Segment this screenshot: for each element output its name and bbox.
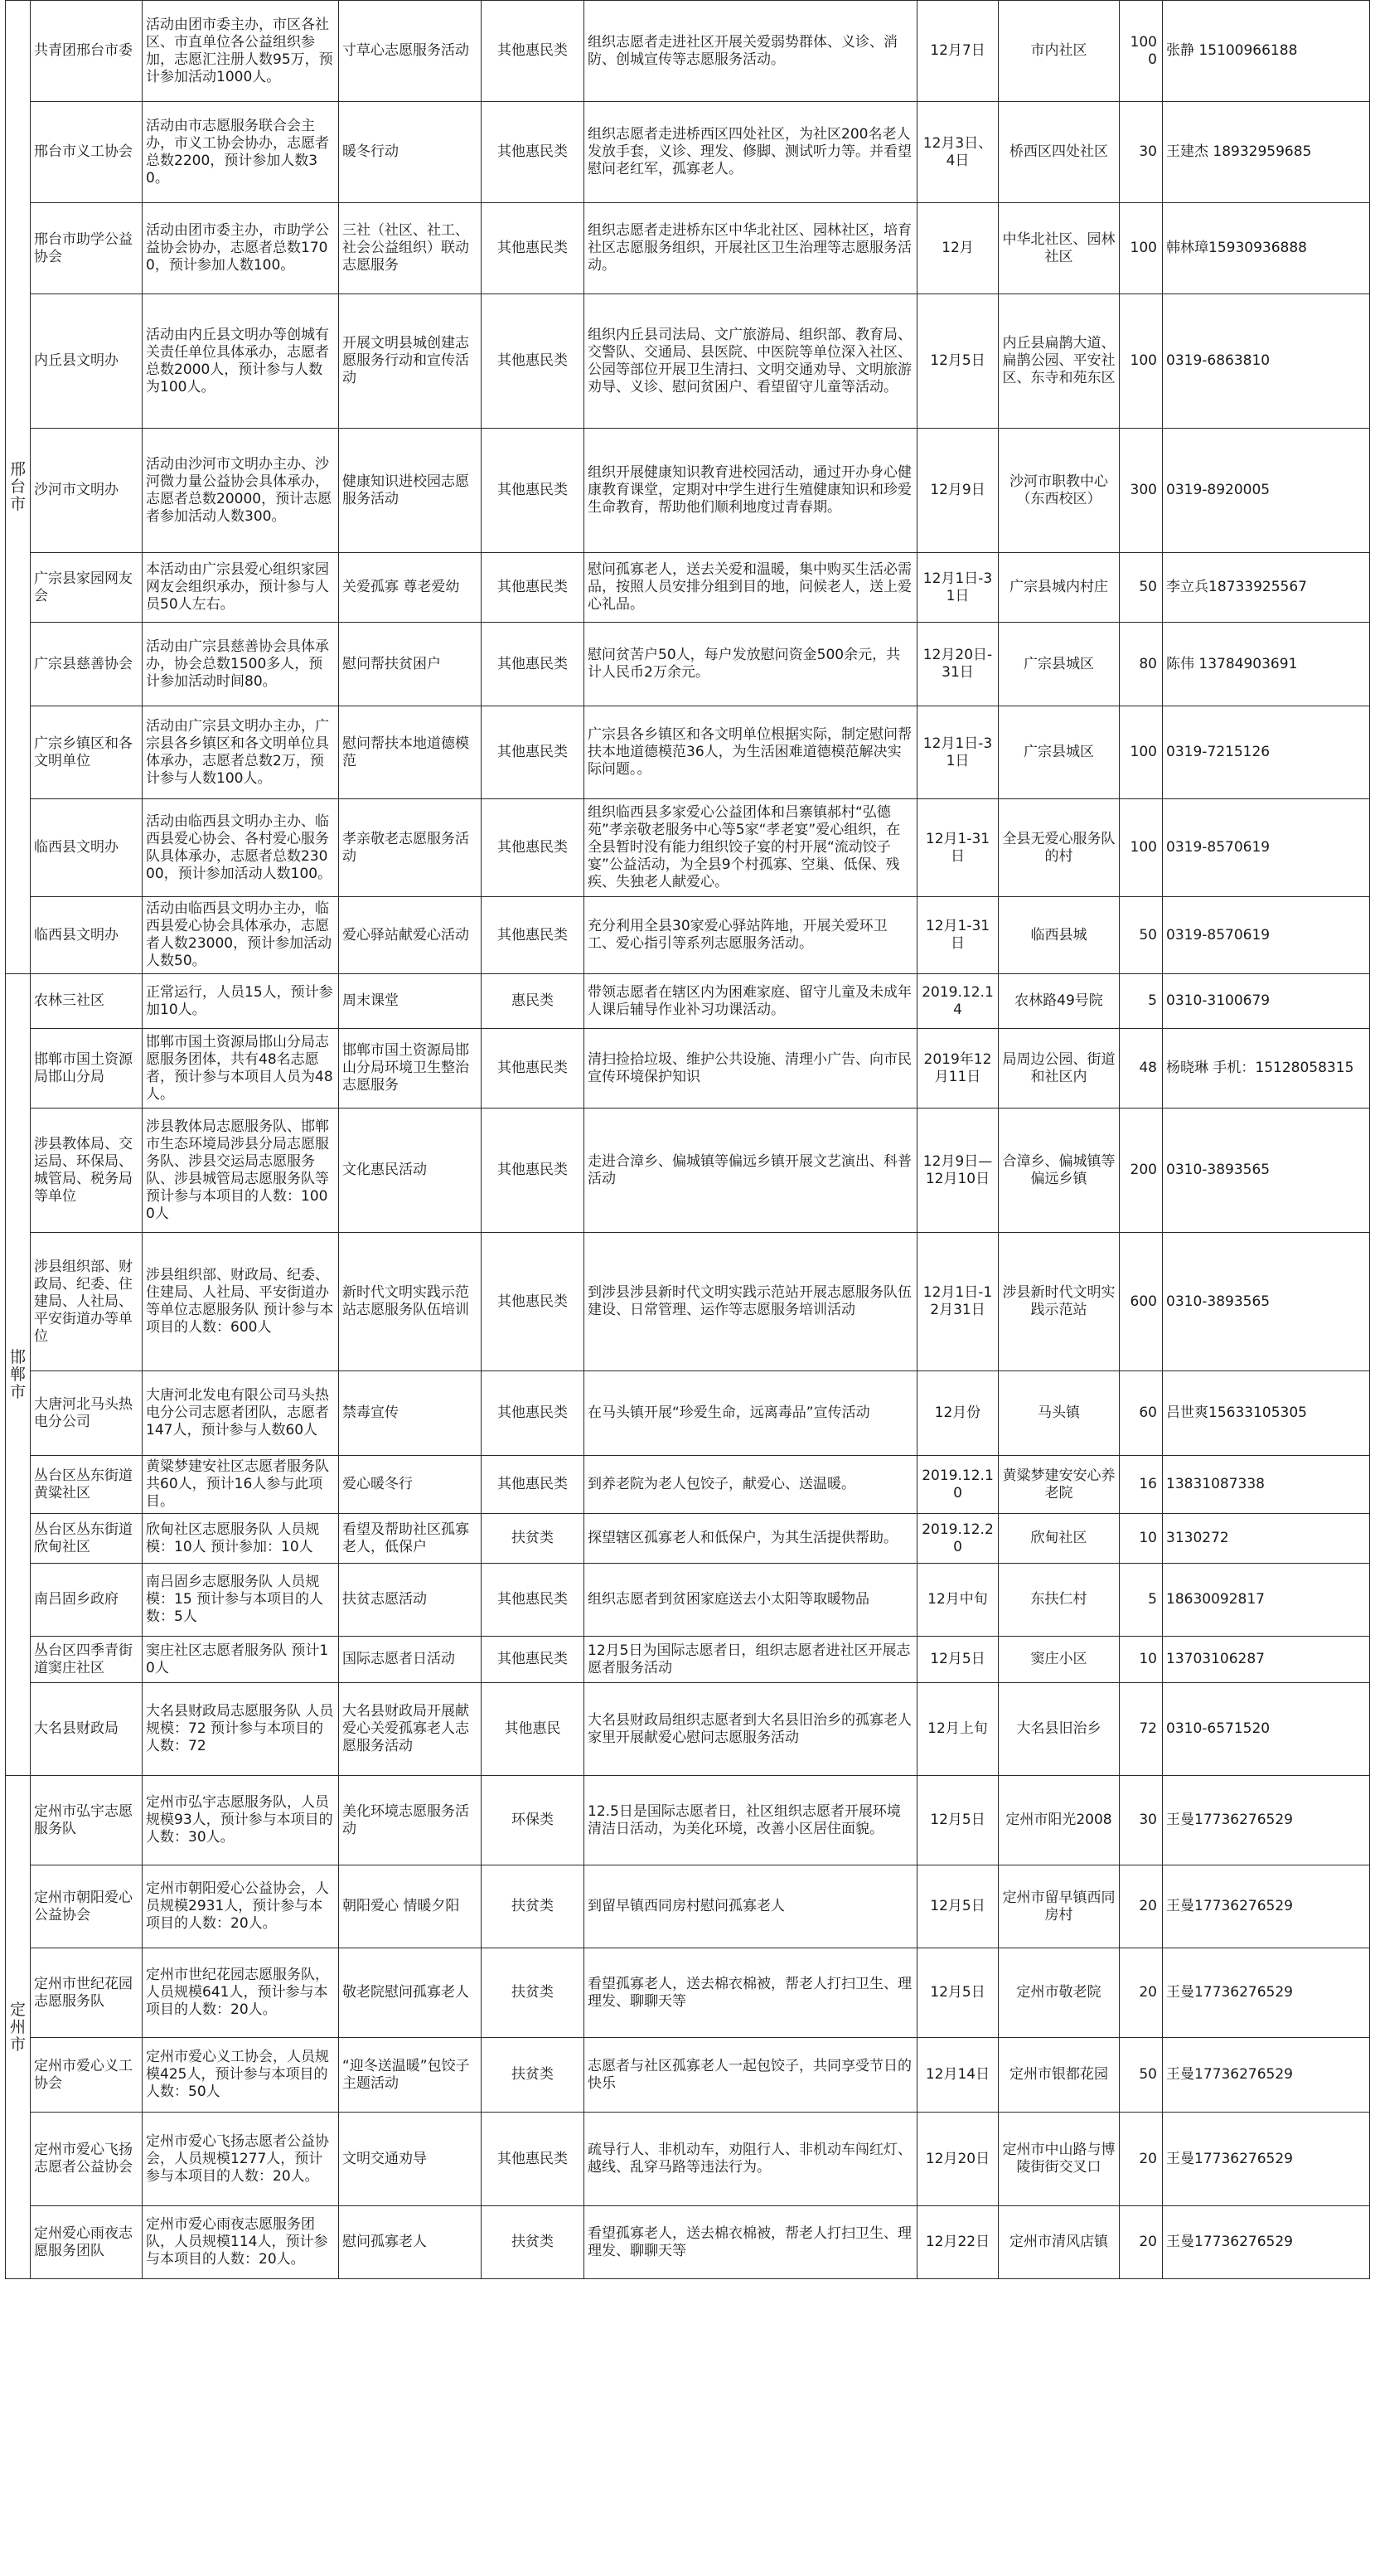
place-cell: 定州市敬老院 (999, 1948, 1120, 2038)
count-cell: 50 (1120, 897, 1163, 974)
org-cell: 定州市朝阳爱心公益协会 (31, 1865, 143, 1948)
org-cell: 大唐河北马头热电分公司 (31, 1371, 143, 1456)
date-cell: 12月5日 (917, 1865, 999, 1948)
content-cell: 组织志愿者走进社区开展关爱弱势群体、义诊、消防、创城宣传等志愿服务活动。 (584, 1, 917, 102)
city-cell: 邢台市 (6, 1, 31, 974)
category-cell: 其他惠民类 (482, 1233, 584, 1371)
activity-cell: 健康知识进校园志愿服务活动 (339, 429, 482, 553)
table-row (6, 1564, 1370, 1637)
contact-cell: 王曼17736276529 (1163, 1948, 1370, 2038)
activity-cell: 邯郸市国土资源局邯山分局环境卫生整治志愿服务 (339, 1029, 482, 1109)
date-cell: 12月份 (917, 1371, 999, 1456)
count-cell: 100 (1120, 294, 1163, 429)
place-cell: 局周边公园、街道和社区内 (999, 1029, 1120, 1109)
activity-cell: 慰问帮扶贫困户 (339, 623, 482, 706)
contact-cell: 王曼17736276529 (1163, 2038, 1370, 2113)
category-cell: 惠民类 (482, 974, 584, 1029)
content-cell: 到养老院为老人包饺子，献爱心、送温暖。 (584, 1456, 917, 1514)
place-cell: 定州市留早镇西同房村 (999, 1865, 1120, 1948)
content-cell: 12.5日是国际志愿者日，社区组织志愿者开展环境清洁日活动，为美化环境，改善小区居住面貌。 (584, 1776, 917, 1865)
org-cell: 定州市爱心飞扬志愿者公益协会 (31, 2113, 143, 2206)
content-cell: 看望孤寡老人，送去棉衣棉被，帮老人打扫卫生、理理发、聊聊天等 (584, 2206, 917, 2279)
date-cell: 12月中旬 (917, 1564, 999, 1637)
count-cell: 60 (1120, 1371, 1163, 1456)
table-row (6, 706, 1370, 799)
place-cell: 农林路49号院 (999, 974, 1120, 1029)
org-cell: 临西县文明办 (31, 897, 143, 974)
place-cell: 定州市清风店镇 (999, 2206, 1120, 2279)
contact-cell: 3130272 (1163, 1514, 1370, 1564)
contact-cell: 张静 15100966188 (1163, 1, 1370, 102)
activity-cell: 朝阳爱心 情暖夕阳 (339, 1865, 482, 1948)
content-cell: 到留早镇西同房村慰问孤寡老人 (584, 1865, 917, 1948)
table-row (6, 1233, 1370, 1371)
date-cell: 12月5日 (917, 1948, 999, 2038)
table-row (6, 553, 1370, 623)
table-row (6, 1456, 1370, 1514)
date-cell: 12月1-31日 (917, 799, 999, 897)
content-cell: 广宗县各乡镇区和各文明单位根据实际，制定慰问帮扶本地道德模范36人，为生活困难道德模范解决实际问题。。 (584, 706, 917, 799)
date-cell: 12月1日-12月31日 (917, 1233, 999, 1371)
date-cell: 12月1-31日 (917, 897, 999, 974)
count-cell: 30 (1120, 102, 1163, 203)
table-row (6, 623, 1370, 706)
date-cell: 2019年12月11日 (917, 1029, 999, 1109)
contact-cell: 杨晓琳 手机：15128058315 (1163, 1029, 1370, 1109)
category-cell: 其他惠民类 (482, 799, 584, 897)
date-cell: 12月上旬 (917, 1683, 999, 1776)
place-cell: 马头镇 (999, 1371, 1120, 1456)
desc-cell: 欣甸社区志愿服务队 人员规模：10人 预计参加：10人 (143, 1514, 339, 1564)
count-cell: 48 (1120, 1029, 1163, 1109)
content-cell: 走进合漳乡、偏城镇等偏远乡镇开展文艺演出、科普活动 (584, 1109, 917, 1233)
activity-cell: 禁毒宣传 (339, 1371, 482, 1456)
category-cell: 其他惠民类 (482, 1637, 584, 1683)
date-cell: 12月5日 (917, 294, 999, 429)
org-cell: 南吕固乡政府 (31, 1564, 143, 1637)
table-row (6, 897, 1370, 974)
desc-cell: 窦庄社区志愿者服务队 预计10人 (143, 1637, 339, 1683)
table-row (6, 1514, 1370, 1564)
place-cell: 窦庄小区 (999, 1637, 1120, 1683)
table-row (6, 1, 1370, 102)
contact-cell: 13831087338 (1163, 1456, 1370, 1514)
place-cell: 黄粱梦建安安心养老院 (999, 1456, 1120, 1514)
contact-cell: 王曼17736276529 (1163, 2206, 1370, 2279)
content-cell: 志愿者与社区孤寡老人一起包饺子，共同享受节日的快乐 (584, 2038, 917, 2113)
place-cell: 东扶仁村 (999, 1564, 1120, 1637)
contact-cell: 王曼17736276529 (1163, 2113, 1370, 2206)
count-cell: 1000 (1120, 1, 1163, 102)
date-cell: 12月9日—12月10日 (917, 1109, 999, 1233)
contact-cell: 0319-8570619 (1163, 799, 1370, 897)
table-row (6, 1948, 1370, 2038)
place-cell: 大名县旧治乡 (999, 1683, 1120, 1776)
table-row (6, 1109, 1370, 1233)
content-cell: 带领志愿者在辖区内为困难家庭、留守儿童及未成年人课后辅导作业补习功课活动。 (584, 974, 917, 1029)
desc-cell: 活动由沙河市文明办主办、沙河微力量公益协会具体承办，志愿者总数20000，预计志愿者参加活动人数300。 (143, 429, 339, 553)
contact-cell: 王曼17736276529 (1163, 1776, 1370, 1865)
date-cell: 12月5日 (917, 1776, 999, 1865)
desc-cell: 定州市朝阳爱心公益协会，人员规模2931人，预计参与本项目的人数：20人。 (143, 1865, 339, 1948)
category-cell: 其他惠民类 (482, 623, 584, 706)
content-cell: 在马头镇开展“珍爱生命，远离毒品”宣传活动 (584, 1371, 917, 1456)
content-cell: 慰问孤寡老人，送去关爱和温暖，集中购买生活必需品，按照人员安排分组到目的地，问候老人，送上爱心礼品。 (584, 553, 917, 623)
table-row (6, 102, 1370, 203)
place-cell: 广宗县城区 (999, 623, 1120, 706)
contact-cell: 0310-3893565 (1163, 1233, 1370, 1371)
place-cell: 广宗县城内村庄 (999, 553, 1120, 623)
count-cell: 300 (1120, 429, 1163, 553)
table-row (6, 2206, 1370, 2279)
category-cell: 其他惠民类 (482, 1029, 584, 1109)
content-cell: 组织志愿者到贫困家庭送去小太阳等取暖物品 (584, 1564, 917, 1637)
activity-cell: 暖冬行动 (339, 102, 482, 203)
date-cell: 2019.12.14 (917, 974, 999, 1029)
count-cell: 16 (1120, 1456, 1163, 1514)
activity-cell: 大名县财政局开展献爱心关爱孤寡老人志愿服务活动 (339, 1683, 482, 1776)
table-row (6, 799, 1370, 897)
count-cell: 10 (1120, 1637, 1163, 1683)
count-cell: 100 (1120, 203, 1163, 294)
activity-cell: 美化环境志愿服务活动 (339, 1776, 482, 1865)
desc-cell: 定州市爱心飞扬志愿者公益协会，人员规模1277人，预计参与本项目的人数：20人。 (143, 2113, 339, 2206)
category-cell: 其他惠民类 (482, 706, 584, 799)
activity-cell: 文化惠民活动 (339, 1109, 482, 1233)
content-cell: 组织志愿者走进桥西区四处社区，为社区200名老人发放手套，义诊、理发、修脚、测试听力等。并看望慰问老红军，孤寡老人。 (584, 102, 917, 203)
place-cell: 合漳乡、偏城镇等偏远乡镇 (999, 1109, 1120, 1233)
desc-cell: 黄粱梦建安社区志愿者服务队共60人，预计16人参与此项目。 (143, 1456, 339, 1514)
category-cell: 其他惠民类 (482, 429, 584, 553)
place-cell: 定州市中山路与博陵街街交叉口 (999, 2113, 1120, 2206)
activity-cell: 周末课堂 (339, 974, 482, 1029)
date-cell: 2019.12.10 (917, 1456, 999, 1514)
count-cell: 50 (1120, 2038, 1163, 2113)
activity-cell: 孝亲敬老志愿服务活动 (339, 799, 482, 897)
contact-cell: 吕世爽15633105305 (1163, 1371, 1370, 1456)
place-cell: 桥西区四处社区 (999, 102, 1120, 203)
activity-cell: 慰问孤寡老人 (339, 2206, 482, 2279)
contact-cell: 王建杰 18932959685 (1163, 102, 1370, 203)
date-cell: 12月20日 (917, 2113, 999, 2206)
table-row (6, 1683, 1370, 1776)
category-cell: 其他惠民类 (482, 1371, 584, 1456)
org-cell: 定州市弘宇志愿服务队 (31, 1776, 143, 1865)
desc-cell: 大唐河北发电有限公司马头热电分公司志愿者团队，志愿者147人，预计参与人数60人 (143, 1371, 339, 1456)
activity-cell: 慰问帮扶本地道德模范 (339, 706, 482, 799)
contact-cell: 0310-3893565 (1163, 1109, 1370, 1233)
desc-cell: 活动由内丘县文明办等创城有关责任单位具体承办，志愿者总数2000人，预计参与人数为100人。 (143, 294, 339, 429)
date-cell: 12月14日 (917, 2038, 999, 2113)
activity-cell: 国际志愿者日活动 (339, 1637, 482, 1683)
content-cell: 疏导行人、非机动车，劝阻行人、非机动车闯红灯、越线、乱穿马路等违法行为。 (584, 2113, 917, 2206)
desc-cell: 定州市世纪花园志愿服务队，人员规模641人，预计参与本项目的人数：20人。 (143, 1948, 339, 2038)
org-cell: 广宗乡镇区和各文明单位 (31, 706, 143, 799)
desc-cell: 涉县教体局志愿服务队、邯郸市生态环境局涉县分局志愿服务队、涉县交运局志愿服务队、涉县城管局志愿服务队等 预计参与本项目的人数：1000人 (143, 1109, 339, 1233)
content-cell: 探望辖区孤寡老人和低保户，为其生活提供帮助。 (584, 1514, 917, 1564)
count-cell: 20 (1120, 1948, 1163, 2038)
content-cell: 慰问贫苦户50人，每户发放慰问资金500余元，共计人民币2万余元。 (584, 623, 917, 706)
contact-cell: 韩林璋15930936888 (1163, 203, 1370, 294)
place-cell: 市内社区 (999, 1, 1120, 102)
date-cell: 12月1日-31日 (917, 706, 999, 799)
table-row (6, 1371, 1370, 1456)
count-cell: 600 (1120, 1233, 1163, 1371)
desc-cell: 活动由广宗县文明办主办，广宗县各乡镇区和各文明单位具体承办，志愿者总数2万，预计参与人数100人。 (143, 706, 339, 799)
table-row (6, 1637, 1370, 1683)
contact-cell: 0319-8920005 (1163, 429, 1370, 553)
org-cell: 涉县教体局、交运局、环保局、城管局、税务局等单位 (31, 1109, 143, 1233)
activity-cell: 三社（社区、社工、社会公益组织）联动志愿服务 (339, 203, 482, 294)
date-cell: 12月1日-31日 (917, 553, 999, 623)
table-row (6, 203, 1370, 294)
category-cell: 其他惠民类 (482, 1564, 584, 1637)
desc-cell: 活动由临西县文明办主办，临西县爱心协会具体承办，志愿者人数23000，预计参加活动人数50。 (143, 897, 339, 974)
desc-cell: 大名县财政局志愿服务队 人员规模：72 预计参与本项目的人数：72 (143, 1683, 339, 1776)
content-cell: 到涉县涉县新时代文明实践示范站开展志愿服务队伍建设、日常管理、运作等志愿服务培训活动 (584, 1233, 917, 1371)
category-cell: 其他惠民类 (482, 2113, 584, 2206)
org-cell: 大名县财政局 (31, 1683, 143, 1776)
desc-cell: 活动由市志愿服务联合会主办，市义工协会协办，志愿者总数2200，预计参加人数30。 (143, 102, 339, 203)
category-cell: 环保类 (482, 1776, 584, 1865)
contact-cell: 陈伟 13784903691 (1163, 623, 1370, 706)
org-cell: 广宗县慈善协会 (31, 623, 143, 706)
org-cell: 农林三社区 (31, 974, 143, 1029)
count-cell: 100 (1120, 706, 1163, 799)
activity-cell: 寸草心志愿服务活动 (339, 1, 482, 102)
org-cell: 邯郸市国土资源局邯山分局 (31, 1029, 143, 1109)
contact-cell: 13703106287 (1163, 1637, 1370, 1683)
document-page (5, 0, 1369, 2279)
place-cell: 全县无爱心服务队的村 (999, 799, 1120, 897)
contact-cell: 0319-8570619 (1163, 897, 1370, 974)
table-row (6, 2113, 1370, 2206)
count-cell: 10 (1120, 1514, 1163, 1564)
place-cell: 定州市银都花园 (999, 2038, 1120, 2113)
content-cell: 看望孤寡老人，送去棉衣棉被，帮老人打扫卫生、理理发、聊聊天等 (584, 1948, 917, 2038)
activity-cell: 敬老院慰问孤寡老人 (339, 1948, 482, 2038)
table-row (6, 1776, 1370, 1865)
volunteer-activity-table (5, 0, 1370, 2279)
content-cell: 大名县财政局组织志愿者到大名县旧治乡的孤寡老人家里开展献爱心慰问志愿服务活动 (584, 1683, 917, 1776)
place-cell: 内丘县扁鹊大道、扁鹊公园、平安社区、东寺和苑东区 (999, 294, 1120, 429)
category-cell: 扶贫类 (482, 1514, 584, 1564)
date-cell: 12月7日 (917, 1, 999, 102)
activity-cell: 爱心驿站献爱心活动 (339, 897, 482, 974)
activity-cell: 开展文明县城创建志愿服务行动和宣传活动 (339, 294, 482, 429)
activity-cell: 扶贫志愿活动 (339, 1564, 482, 1637)
table-row (6, 1865, 1370, 1948)
date-cell: 12月 (917, 203, 999, 294)
count-cell: 20 (1120, 2206, 1163, 2279)
desc-cell: 邯郸市国土资源局邯山分局志愿服务团体，共有48名志愿者，预计参与本项目人员为48人。 (143, 1029, 339, 1109)
place-cell: 临西县城 (999, 897, 1120, 974)
table-row (6, 974, 1370, 1029)
place-cell: 定州市阳光2008 (999, 1776, 1120, 1865)
date-cell: 12月5日 (917, 1637, 999, 1683)
desc-cell: 活动由团市委主办，市区各社区、市直单位各公益组织参加，志愿汇注册人数95万，预计参加活动1000人。 (143, 1, 339, 102)
content-cell: 组织临西县多家爱心公益团体和吕寨镇郝村“弘德苑”孝亲敬老服务中心等5家“孝老宴”爱心组织，在全县暂时没有能力组织饺子宴的村开展“流动饺子宴”公益活动，为全县9个村孤寡、空巢、低保、残疾、失独老人献爱心。 (584, 799, 917, 897)
content-cell: 12月5日为国际志愿者日，组织志愿者进社区开展志愿者服务活动 (584, 1637, 917, 1683)
activity-cell: 爱心暖冬行 (339, 1456, 482, 1514)
org-cell: 定州爱心雨夜志愿服务团队 (31, 2206, 143, 2279)
org-cell: 沙河市文明办 (31, 429, 143, 553)
desc-cell: 活动由广宗县慈善协会具体承办，协会总数1500多人，预计参加活动时间80。 (143, 623, 339, 706)
date-cell: 12月20日-31日 (917, 623, 999, 706)
contact-cell: 18630092817 (1163, 1564, 1370, 1637)
desc-cell: 定州市爱心雨夜志愿服务团队，人员规模114人，预计参与本项目的人数：20人。 (143, 2206, 339, 2279)
place-cell: 广宗县城区 (999, 706, 1120, 799)
desc-cell: 本活动由广宗县爱心组织家园网友会组织承办，预计参与人员50人左右。 (143, 553, 339, 623)
city-cell: 定州市 (6, 1776, 31, 2279)
count-cell: 5 (1120, 974, 1163, 1029)
count-cell: 20 (1120, 1865, 1163, 1948)
category-cell: 其他惠民类 (482, 1456, 584, 1514)
category-cell: 扶贫类 (482, 2038, 584, 2113)
table-body (6, 1, 1370, 2279)
category-cell: 扶贫类 (482, 1948, 584, 2038)
activity-cell: 看望及帮助社区孤寡老人，低保户 (339, 1514, 482, 1564)
desc-cell: 涉县组织部、财政局、纪委、住建局、人社局、平安街道办等单位志愿服务队 预计参与本项目的人数：600人 (143, 1233, 339, 1371)
desc-cell: 南吕固乡志愿服务队 人员规模：15 预计参与本项目的人数：5人 (143, 1564, 339, 1637)
category-cell: 其他惠民类 (482, 1109, 584, 1233)
table-row (6, 294, 1370, 429)
city-cell: 邯郸市 (6, 974, 31, 1776)
contact-cell: 王曼17736276529 (1163, 1865, 1370, 1948)
place-cell: 涉县新时代文明实践示范站 (999, 1233, 1120, 1371)
category-cell: 其他惠民 (482, 1683, 584, 1776)
count-cell: 100 (1120, 799, 1163, 897)
desc-cell: 定州市爱心义工协会，人员规模425人，预计参与本项目的人数：50人 (143, 2038, 339, 2113)
desc-cell: 活动由团市委主办，市助学公益协会协办，志愿者总数1700，预计参加人数100。 (143, 203, 339, 294)
contact-cell: 0310-3100679 (1163, 974, 1370, 1029)
contact-cell: 李立兵18733925567 (1163, 553, 1370, 623)
count-cell: 50 (1120, 553, 1163, 623)
content-cell: 充分利用全县30家爱心驿站阵地，开展关爱环卫工、爱心指引等系列志愿服务活动。 (584, 897, 917, 974)
date-cell: 12月22日 (917, 2206, 999, 2279)
org-cell: 涉县组织部、财政局、纪委、住建局、人社局、平安街道办等单位 (31, 1233, 143, 1371)
desc-cell: 定州市弘宇志愿服务队，人员规模93人，预计参与本项目的人数：30人。 (143, 1776, 339, 1865)
activity-cell: 文明交通劝导 (339, 2113, 482, 2206)
contact-cell: 0319-6863810 (1163, 294, 1370, 429)
category-cell: 其他惠民类 (482, 203, 584, 294)
category-cell: 其他惠民类 (482, 897, 584, 974)
date-cell: 12月3日、4日 (917, 102, 999, 203)
activity-cell: 关爱孤寡 尊老爱幼 (339, 553, 482, 623)
content-cell: 组织内丘县司法局、文广旅游局、组织部、教育局、交警队、交通局、县医院、中医院等单位深入社区、公园等部位开展卫生清扫、文明交通劝导、文明旅游劝导、义诊、慰问贫困户、看望留守儿童等活动。 (584, 294, 917, 429)
table-row (6, 1029, 1370, 1109)
org-cell: 邢台市义工协会 (31, 102, 143, 203)
org-cell: 丛台区丛东街道欣甸社区 (31, 1514, 143, 1564)
desc-cell: 正常运行，人员15人，预计参加10人。 (143, 974, 339, 1029)
category-cell: 其他惠民类 (482, 102, 584, 203)
content-cell: 组织志愿者走进桥东区中华北社区、园林社区，培育社区志愿服务组织，开展社区卫生治理等志愿服务活动。 (584, 203, 917, 294)
contact-cell: 0319-7215126 (1163, 706, 1370, 799)
desc-cell: 活动由临西县文明办主办、临西县爱心协会、各村爱心服务队具体承办，志愿者总数23000，预计参加活动人数100。 (143, 799, 339, 897)
org-cell: 定州市世纪花园志愿服务队 (31, 1948, 143, 2038)
count-cell: 72 (1120, 1683, 1163, 1776)
date-cell: 12月9日 (917, 429, 999, 553)
org-cell: 共青团邢台市委 (31, 1, 143, 102)
category-cell: 其他惠民类 (482, 294, 584, 429)
table-row (6, 2038, 1370, 2113)
count-cell: 30 (1120, 1776, 1163, 1865)
content-cell: 清扫捡拾垃圾、维护公共设施、清理小广告、向市民宣传环境保护知识 (584, 1029, 917, 1109)
category-cell: 扶贫类 (482, 1865, 584, 1948)
table-row (6, 429, 1370, 553)
count-cell: 5 (1120, 1564, 1163, 1637)
place-cell: 沙河市职教中心（东西校区） (999, 429, 1120, 553)
activity-cell: 新时代文明实践示范站志愿服务队伍培训 (339, 1233, 482, 1371)
category-cell: 扶贫类 (482, 2206, 584, 2279)
place-cell: 中华北社区、园林社区 (999, 203, 1120, 294)
activity-cell: “迎冬送温暖”包饺子主题活动 (339, 2038, 482, 2113)
org-cell: 内丘县文明办 (31, 294, 143, 429)
content-cell: 组织开展健康知识教育进校园活动，通过开办身心健康教育课堂，定期对中学生进行生殖健康知识和珍爱生命教育，帮助他们顺利地度过青春期。 (584, 429, 917, 553)
org-cell: 广宗县家园网友会 (31, 553, 143, 623)
count-cell: 80 (1120, 623, 1163, 706)
org-cell: 定州市爱心义工协会 (31, 2038, 143, 2113)
category-cell: 其他惠民类 (482, 553, 584, 623)
category-cell: 其他惠民类 (482, 1, 584, 102)
org-cell: 丛台区四季青街道窦庄社区 (31, 1637, 143, 1683)
count-cell: 200 (1120, 1109, 1163, 1233)
org-cell: 丛台区丛东街道黄粱社区 (31, 1456, 143, 1514)
place-cell: 欣甸社区 (999, 1514, 1120, 1564)
contact-cell: 0310-6571520 (1163, 1683, 1370, 1776)
date-cell: 2019.12.20 (917, 1514, 999, 1564)
org-cell: 临西县文明办 (31, 799, 143, 897)
count-cell: 20 (1120, 2113, 1163, 2206)
org-cell: 邢台市助学公益协会 (31, 203, 143, 294)
